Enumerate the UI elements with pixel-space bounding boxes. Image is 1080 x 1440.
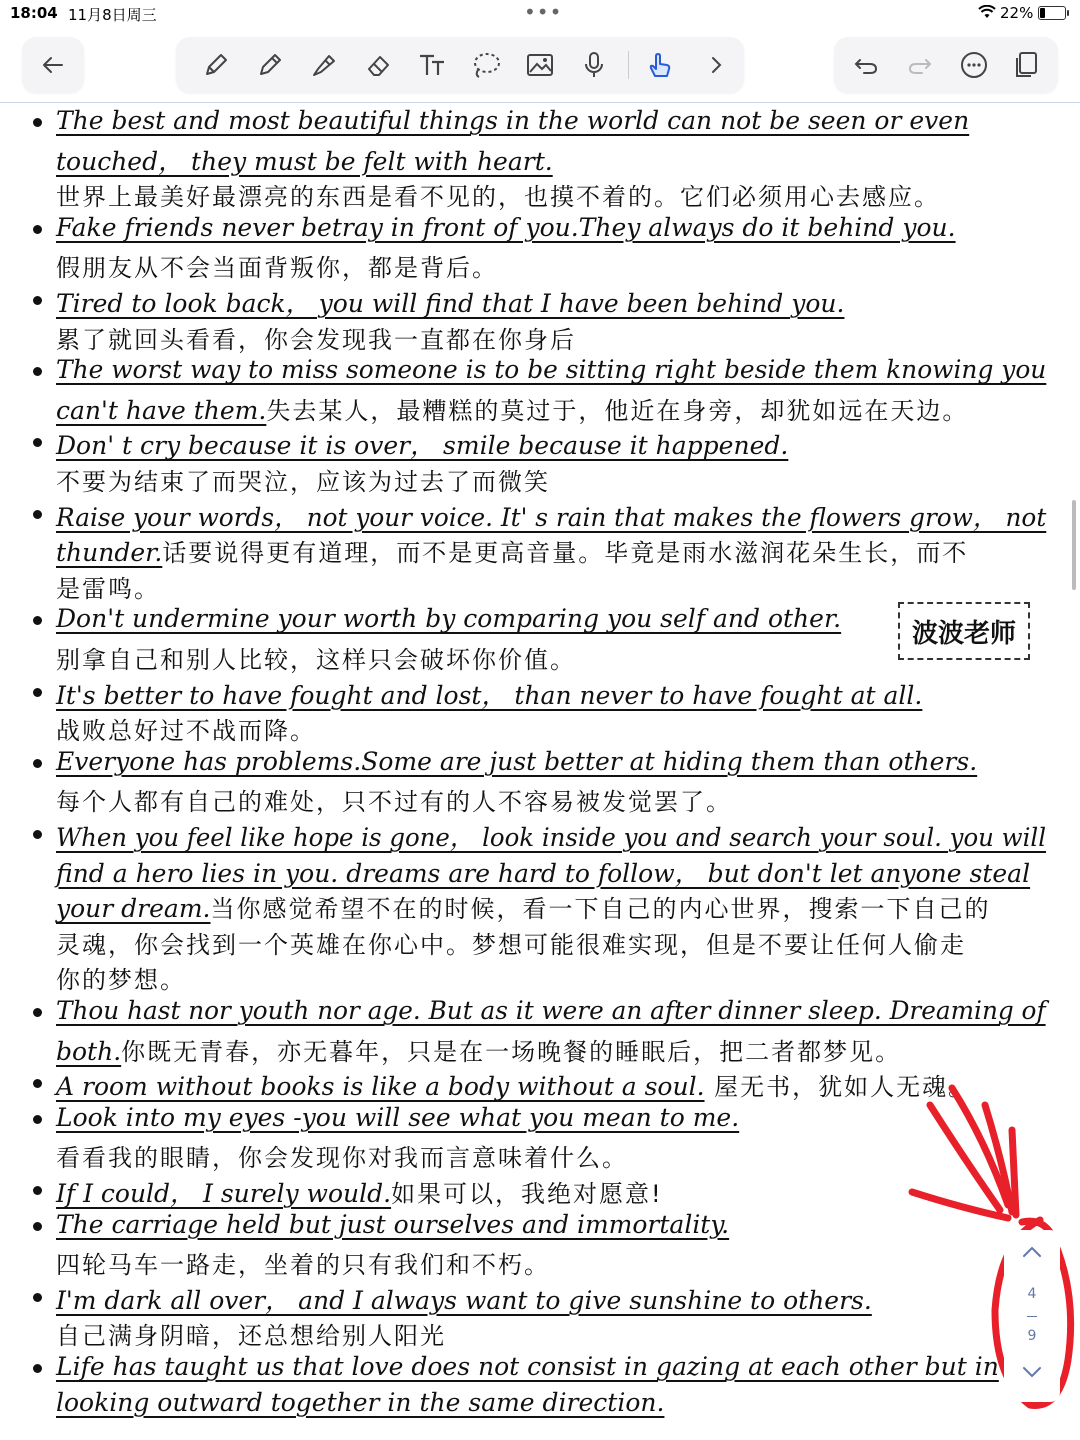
- chinese-text: 战败总好过不战而降。: [56, 717, 316, 746]
- english-text: Don' t cry because it is over， smile because it happened.: [56, 431, 789, 461]
- chinese-text: 每个人都有自己的难处，只不过有的人不容易被发觉罢了。: [56, 788, 732, 817]
- note-line: [56, 1245, 1046, 1280]
- english-text: It's better to have fought and lost， than never to have fought at all.: [56, 680, 923, 710]
- chevron-right-icon[interactable]: [692, 37, 740, 93]
- lasso-icon[interactable]: [462, 37, 510, 93]
- redo-icon[interactable]: [896, 37, 944, 93]
- total-pages: 9: [1027, 1328, 1037, 1344]
- back-icon[interactable]: [29, 37, 77, 93]
- bullet-icon: [33, 118, 42, 127]
- english-text: Look into my eyes -you will see what you mean to me.: [56, 1102, 740, 1132]
- note-line: [56, 1138, 1046, 1173]
- english-text: your dream.: [56, 894, 211, 924]
- bullet-icon: [33, 438, 42, 447]
- text-icon[interactable]: [408, 37, 456, 93]
- english-text: The carriage held but just ourselves and immortality.: [56, 1209, 730, 1239]
- english-text: Everyone has problems.Some are just better at hiding them than others.: [56, 746, 978, 776]
- eraser-icon[interactable]: [354, 37, 402, 93]
- bullet-icon: [33, 688, 42, 697]
- bullet-icon: [33, 1293, 42, 1302]
- bullet-icon: [33, 759, 42, 768]
- note-line: [56, 960, 1046, 995]
- page-indicator: [1004, 1230, 1060, 1402]
- more-icon[interactable]: [950, 37, 998, 93]
- note-line: [56, 996, 1046, 1025]
- chinese-text: 如果可以，我绝对愿意!: [391, 1180, 663, 1208]
- note-line: [56, 711, 1046, 746]
- chinese-text: 你既无青春，亦无暮年，只是在一场晚餐的睡眠后，把二者都梦见。: [121, 1037, 902, 1066]
- current-page: 4: [1027, 1286, 1037, 1302]
- english-text: find a hero lies in you. dreams are hard to follow， but don't let anyone steal: [56, 858, 1031, 888]
- toolbar-divider: [628, 51, 629, 79]
- note-line: [56, 1103, 1046, 1132]
- note-line: [56, 177, 1046, 212]
- bullet-icon: [33, 367, 42, 376]
- chinese-text: 别拿自己和别人比较，这样只会破坏你价值。: [56, 646, 576, 674]
- status-bar: [0, 0, 1080, 28]
- note-line: [56, 1352, 1046, 1381]
- chinese-text: 累了就回头看看，你会发现我一直都在你身后: [56, 325, 576, 354]
- note-line: [56, 889, 1046, 924]
- wifi-icon: [978, 5, 996, 19]
- note-line: [56, 818, 1047, 854]
- toolbar: [0, 28, 1080, 103]
- note-line: [56, 320, 1046, 355]
- image-icon[interactable]: [516, 37, 564, 93]
- note-line: [56, 498, 1047, 534]
- page-divider: [1027, 1316, 1037, 1317]
- note-line: [56, 747, 1046, 776]
- chinese-text: 你的梦想。: [56, 966, 186, 995]
- english-text: When you feel like hope is gone， look inside you and search your soul. you will: [56, 823, 1047, 852]
- status-time: 18:04: [10, 4, 58, 22]
- microphone-icon[interactable]: [570, 37, 618, 93]
- bullet-icon: [33, 225, 42, 234]
- note-line: [56, 1210, 1046, 1239]
- chinese-text: 失去某人，最糟糕的莫过于，他近在身旁，却犹如远在天边。: [266, 396, 969, 425]
- chinese-text: 屋无书，犹如人无魂。: [704, 1073, 975, 1102]
- bullet-icon: [33, 510, 42, 519]
- english-text: If I could， I surely would.: [56, 1179, 392, 1208]
- note-line: [56, 462, 1046, 497]
- bullet-icon: [33, 1364, 42, 1373]
- undo-icon[interactable]: [842, 37, 890, 93]
- pen-icon[interactable]: [192, 37, 240, 93]
- bullet-icon: [33, 830, 42, 839]
- note-line: [56, 1174, 1046, 1210]
- bullet-icon: [33, 1079, 42, 1088]
- chinese-text: 话要说得更有道理，而不是更高音量。毕竟是雨水滋润花朵生长，而不: [162, 539, 969, 568]
- bullet-icon: [33, 296, 42, 305]
- battery-percent: 22%: [1000, 4, 1034, 22]
- battery-icon: [1038, 6, 1066, 20]
- english-text: The best and most beautiful things in the world can not be seen or even: [56, 106, 970, 135]
- chinese-text: 看看我的眼睛，你会发现你对我而言意味着什么。: [56, 1144, 628, 1173]
- author-stamp: 波波老师: [898, 602, 1030, 660]
- bullet-icon: [33, 616, 42, 625]
- english-text: touched， they must be felt with heart.: [56, 146, 553, 176]
- chinese-text: 不要为结束了而哭泣，应该为过去了而微笑: [56, 468, 550, 496]
- note-line: [56, 854, 1046, 890]
- english-text: Thou hast nor youth nor age. But as it were an after dinner sleep. Dreaming of: [56, 996, 1046, 1025]
- note-line: [56, 1281, 1046, 1317]
- highlighter-icon[interactable]: [300, 37, 348, 93]
- english-text: both.: [56, 1036, 122, 1066]
- english-text: Life has taught us that love does not consist in gazing at each other but in: [56, 1352, 999, 1381]
- chinese-text: 当你感觉希望不在的时候，看一下自己的内心世界，搜索一下自己的: [210, 895, 991, 924]
- status-date: 11月8日周三: [68, 6, 157, 24]
- note-line: [56, 533, 1046, 568]
- note-line: [56, 426, 1046, 462]
- chinese-text: 世界上最美好最漂亮的东西是看不见的，也摸不着的。它们必须用心去感应。: [56, 183, 940, 212]
- english-text: The worst way to miss someone is to be sitting right beside them knowing you: [56, 355, 1047, 385]
- english-text: looking outward together in the same direction.: [56, 1387, 665, 1417]
- chinese-text: 自己满身阴暗，还总想给别人阳光: [56, 1322, 446, 1351]
- note-line: [56, 142, 1046, 178]
- bullet-icon: [33, 1008, 42, 1017]
- note-line: [56, 676, 1046, 712]
- note-line: [56, 391, 1046, 426]
- english-text: can't have them.: [56, 395, 267, 425]
- bullet-icon: [33, 1222, 42, 1231]
- scrollbar[interactable]: [1072, 500, 1076, 590]
- note-line: [56, 569, 1046, 604]
- multitask-dots-icon[interactable]: •••: [524, 0, 563, 24]
- back-group: [22, 37, 84, 93]
- chinese-text: 假朋友从不会当面背叛你，都是背后。: [56, 254, 498, 283]
- note-line: [56, 284, 1046, 320]
- english-text: Tired to look back， you will find that I have been behind you.: [56, 289, 845, 318]
- english-text: Don't undermine your worth by comparing you self and other.: [56, 604, 842, 634]
- note-line: [56, 213, 1046, 242]
- english-text: I'm dark all over， and I always want to give sunshine to others.: [56, 1285, 872, 1315]
- note-line: [56, 925, 1046, 960]
- note-line: [56, 106, 1046, 135]
- bullet-icon: [33, 1115, 42, 1124]
- touch-hand-icon[interactable]: [636, 37, 684, 93]
- english-text: Raise your words， not your voice. It' s rain that makes the flowers grow， not: [56, 502, 1047, 532]
- chinese-text: 灵魂，你会找到一个英雄在你心中。梦想可能很难实现，但是不要让任何人偷走: [56, 930, 966, 959]
- chevron-up-icon[interactable]: [1020, 1244, 1044, 1260]
- pages-icon[interactable]: [1002, 37, 1050, 93]
- note-line: [56, 1388, 1046, 1417]
- note-line: [56, 1032, 1046, 1067]
- note-line: [56, 355, 1047, 385]
- pencil-icon[interactable]: [246, 37, 294, 93]
- chinese-text: 是雷鸣。: [56, 574, 160, 603]
- tools-group: [176, 37, 744, 93]
- chevron-down-icon[interactable]: [1020, 1364, 1044, 1380]
- bullet-icon: [33, 1186, 42, 1195]
- english-text: A room without books is like a body without a soul.: [56, 1072, 705, 1102]
- actions-group: [834, 37, 1058, 93]
- note-line: [56, 1067, 1046, 1102]
- chinese-text: 四轮马车一路走，坐着的只有我们和不朽。: [56, 1251, 550, 1280]
- english-text: Fake friends never betray in front of you.They always do it behind you.: [56, 212, 956, 242]
- note-line: [56, 248, 1046, 283]
- note-line: [56, 782, 1046, 817]
- english-text: thunder.: [56, 538, 163, 568]
- note-line: [56, 1316, 1046, 1351]
